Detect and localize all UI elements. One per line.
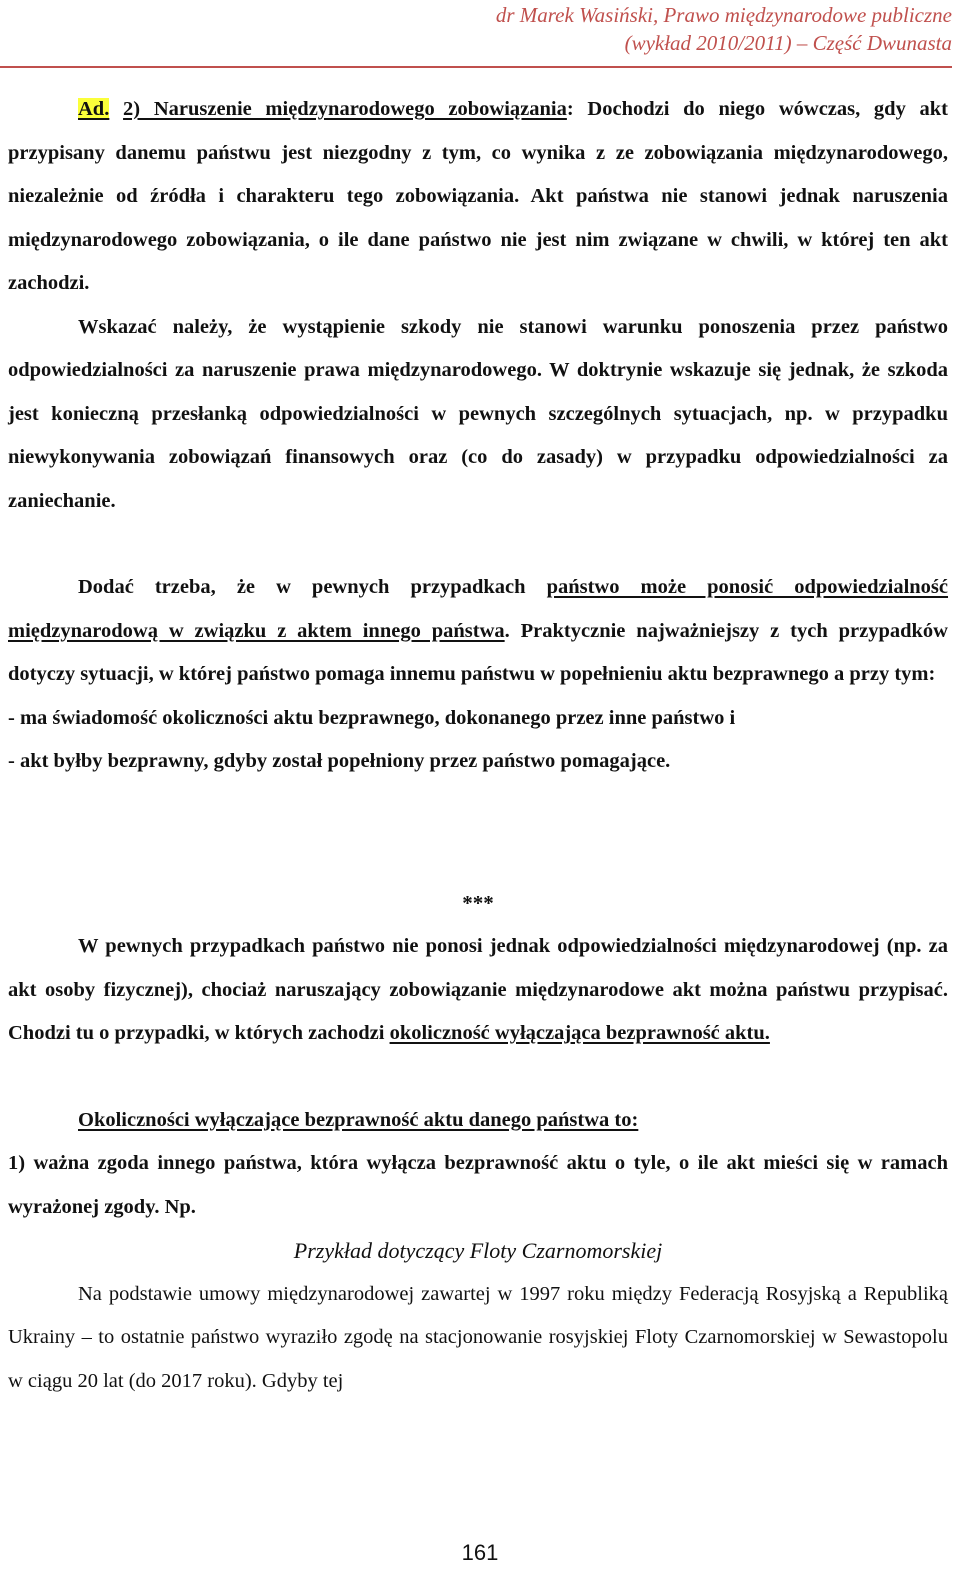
section-separator: *** bbox=[462, 890, 494, 915]
paragraph-other-state bbox=[8, 566, 948, 697]
header-line-1: dr Marek Wasiński, Prawo międzynarodowe publiczne bbox=[495, 3, 952, 27]
circumstances-heading-block bbox=[8, 1099, 948, 1143]
paragraph-other-state-b: . Praktycznie najważniejszy z tych przypadków dotyczy sytuacji, w której państwo pomaga innemu państwu w popełnieniu aktu bezprawnego a przy tym: bbox=[8, 619, 948, 685]
example-title: Przykład dotyczący Floty Czarnomorskiej bbox=[293, 1238, 663, 1263]
paragraph-damage: Wskazać należy, że wystąpienie szkody nie stanowi warunku ponoszenia przez państwo odpowiedzialności za naruszenie prawa międzynarodowego. W doktrynie wskazuje się jednak, że szkoda jest konieczną przesłanką odpowiedzialności w pewnych szczególnych sytuacjach, np. w przypadku niewykonywania zobowiązań finansowych oraz (co do zasady) w przypadku odpowiedzialności za zaniechanie. bbox=[8, 315, 948, 512]
condition-unlawful: - akt byłby bezprawny, gdyby został popełniony przez państwo pomagające. bbox=[8, 750, 671, 772]
header-line-2: (wykład 2010/2011) – Część Dwunasta bbox=[624, 31, 952, 55]
paragraph-other-state-a: Dodać trzeba, że w pewnych przypadkach bbox=[78, 576, 547, 598]
paragraph-exclusion-text: W pewnych przypadkach państwo nie ponosi jednak odpowiedzialności międzynarodowej (np. za akt osoby fizycznej), chociaż naruszający zobowiązanie międzynarodowe akt można państwu przypisać. Chodzi tu o przypadki, w których zachodzi bbox=[8, 935, 948, 1044]
example-text: Na podstawie umowy międzynarodowej zawartej w 1997 roku między Federacją Rosyjską a Republiką Ukrainy – to ostatnie państwo wyraziło zgodę na stacjonowanie rosyjskiej Floty Czarnomorskiej w Sewastopolu w ciągu 20 lat (do 2017 roku). Gdyby tej bbox=[8, 1282, 948, 1392]
circumstance-consent: 1) ważna zgoda innego państwa, która wyłącza bezprawność aktu o tyle, o ile akt mieści się w ramach wyrażonej zgody. Np. bbox=[8, 1152, 948, 1218]
paragraph-exclusion bbox=[8, 925, 948, 1056]
ad-marker: Ad. bbox=[78, 98, 110, 120]
paragraph-violation-text: Dochodzi do niego wówczas, gdy akt przypisany danemu państwu jest niezgodny z tym, co wynika z ze zobowiązania międzynarodowego, niezależnie od źródła i charakteru tego zobowiązania. Akt państwa nie stanowi jednak naruszenia międzynarodowego zobowiązania, o ile dane państwo nie jest nim związane w chwili, w której ten akt zachodzi. bbox=[8, 98, 949, 294]
section-title-violation: 2) Naruszenie międzynarodowego zobowiązania bbox=[123, 98, 567, 120]
running-header bbox=[0, 0, 952, 68]
paragraph-violation bbox=[8, 88, 948, 306]
condition-awareness: - ma świadomość okoliczności aktu bezprawnego, dokonanego przez inne państwo i bbox=[8, 706, 736, 729]
paragraph-exclusion-underlined: okoliczność wyłączająca bezprawność aktu. bbox=[389, 1022, 770, 1044]
paragraph-other-state-underlined: państwo może ponosić odpowiedzialność międzynarodową w związku z aktem innego państwa bbox=[8, 576, 949, 642]
colon: : bbox=[566, 98, 574, 120]
document-body bbox=[8, 88, 948, 1403]
circumstances-heading: Okoliczności wyłączające bezprawność aktu danego państwa to: bbox=[78, 1108, 639, 1131]
page-number: 161 bbox=[461, 1540, 499, 1565]
